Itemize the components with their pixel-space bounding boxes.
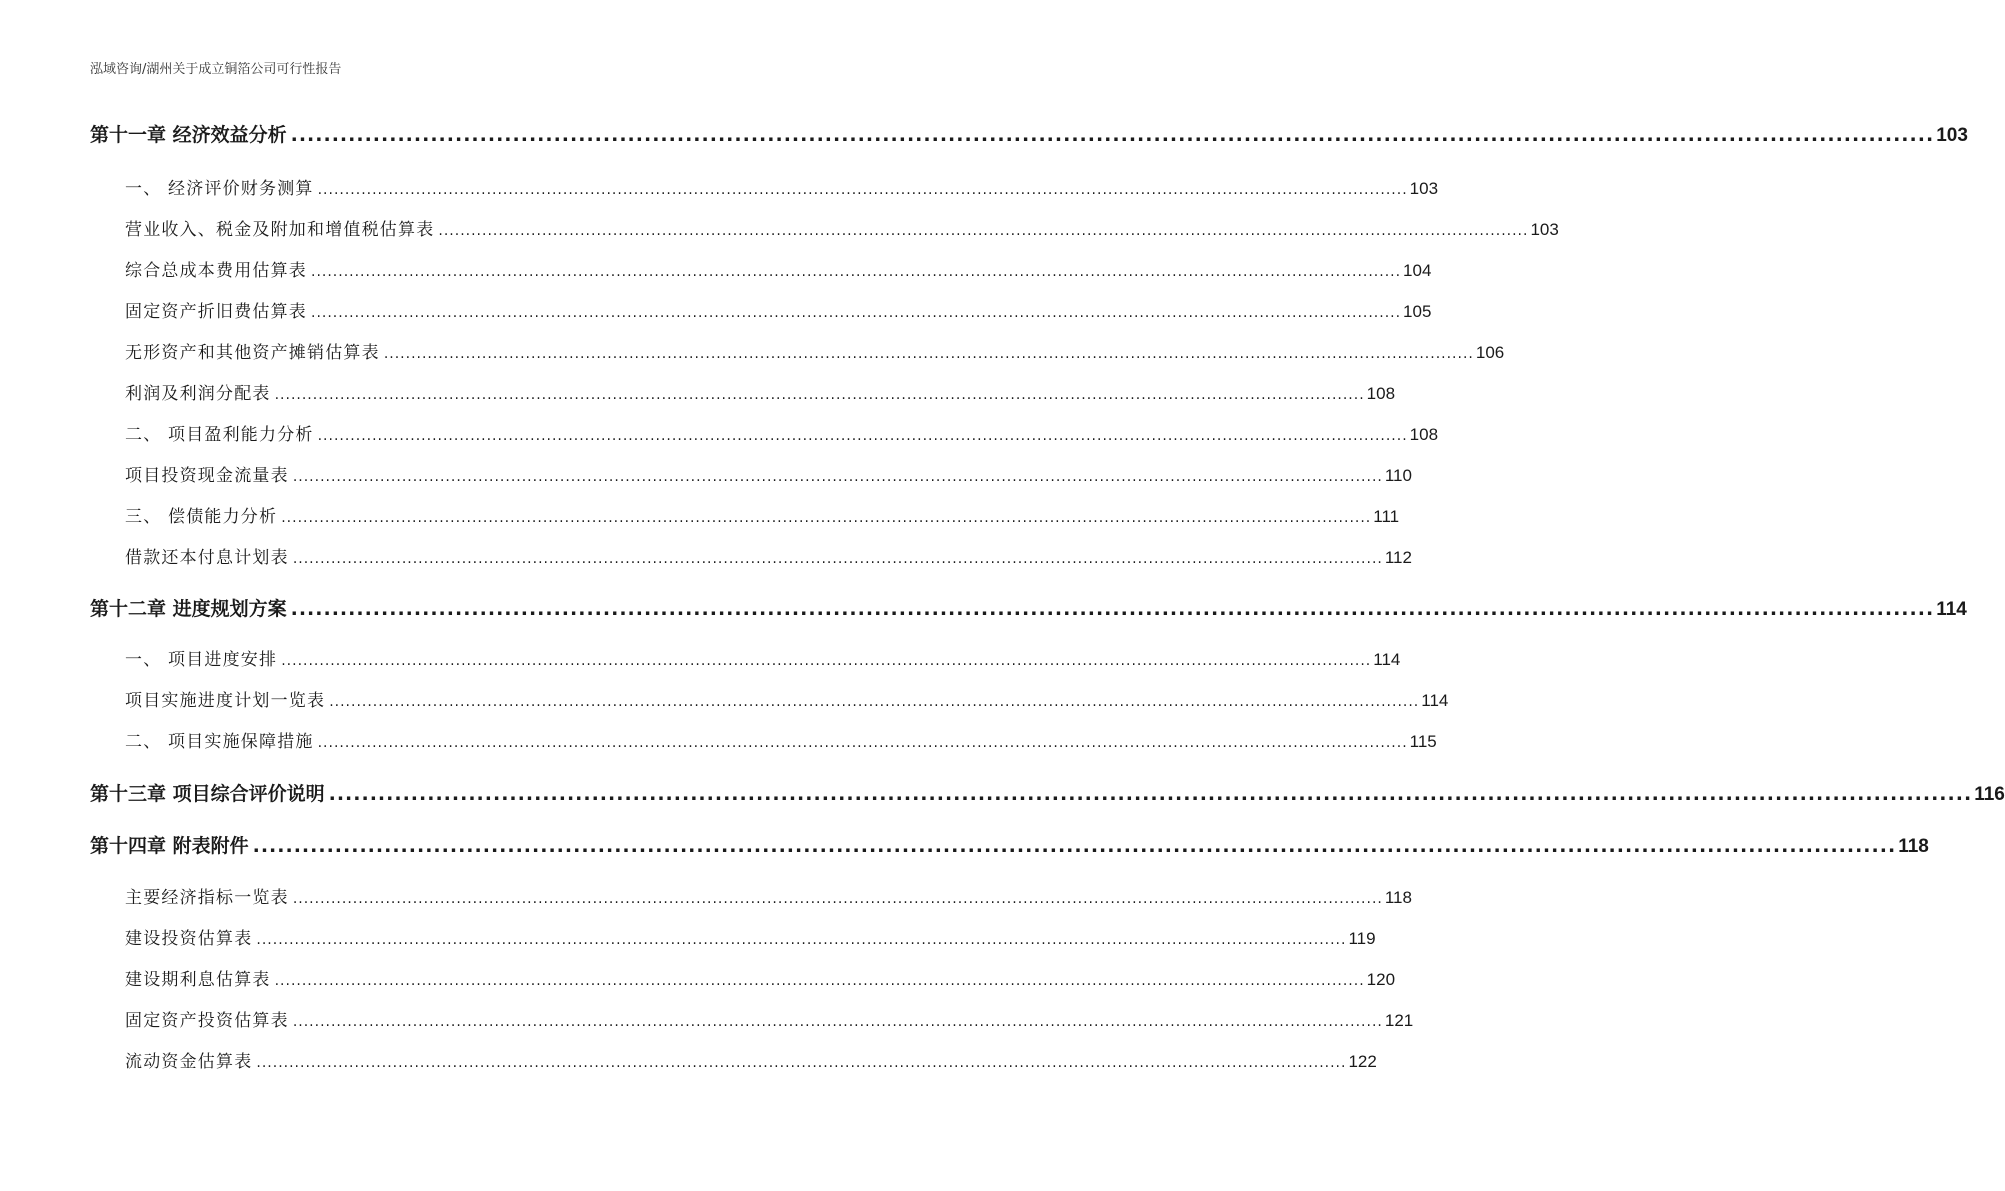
toc-page-number: 114: [1421, 691, 1449, 710]
toc-dot-leader: ........................................................................................................................................................................................................: [383, 346, 1474, 362]
toc-page-number: 103: [1936, 125, 1968, 146]
toc-dot-leader: ........................................................................................................................................................................................................: [290, 124, 1935, 146]
toc-page-number: 122: [1348, 1052, 1377, 1071]
toc-dot-leader: ........................................................................................................................................................................................................: [290, 598, 1935, 620]
toc-dot-leader: ........................................................................................................................................................................................................: [317, 735, 1408, 751]
toc-dot-leader: ........................................................................................................................................................................................................: [281, 653, 1372, 669]
toc-entry-label: 流动资金估算表: [125, 1052, 253, 1072]
toc-page-number: 105: [1403, 302, 1432, 321]
toc-dot-leader: ........................................................................................................................................................................................................: [292, 1014, 1383, 1030]
toc-page-number: 108: [1409, 425, 1439, 444]
toc-entry-label: 固定资产投资估算表: [125, 1011, 289, 1031]
toc-chapter-entry[interactable]: [90, 594, 1967, 620]
toc-section-entry[interactable]: [125, 965, 1396, 991]
toc-dot-leader: ........................................................................................................................................................................................................: [292, 891, 1383, 907]
toc-dot-leader: ........................................................................................................................................................................................................: [281, 510, 1372, 526]
toc-dot-leader: ........................................................................................................................................................................................................: [317, 182, 1408, 198]
toc-page-number: 106: [1475, 343, 1505, 362]
running-header: 泓域咨询/湖州关于成立铜箔公司可行性报告: [90, 62, 342, 77]
toc-entry-label: 第十一章 经济效益分析: [90, 124, 287, 146]
toc-section-entry[interactable]: [125, 502, 1400, 528]
toc-entry-label: 建设投资估算表: [125, 929, 253, 949]
toc-dot-leader: ........................................................................................................................................................................................................: [438, 223, 1529, 239]
toc-entry-label: 第十四章 附表附件: [90, 835, 249, 857]
toc-page-number: 111: [1373, 507, 1400, 526]
toc-entry-label: 无形资产和其他资产摊销估算表: [125, 343, 380, 363]
toc-page-number: 103: [1530, 220, 1559, 239]
toc-page-number: 118: [1384, 888, 1412, 907]
toc-entry-label: 三、 偿债能力分析: [125, 507, 278, 527]
toc-section-entry[interactable]: [125, 1006, 1414, 1032]
toc-chapter-entry[interactable]: [90, 120, 1968, 146]
toc-entry-label: 主要经济指标一览表: [125, 888, 289, 908]
toc-section-entry[interactable]: [125, 256, 1432, 282]
toc-entry-label: 综合总成本费用估算表: [125, 261, 307, 281]
toc-entry-label: 一、 项目进度安排: [125, 650, 278, 670]
toc-dot-leader: ........................................................................................................................................................................................................: [329, 694, 1420, 710]
toc-entry-label: 一、 经济评价财务测算: [125, 179, 314, 199]
toc-page-number: 119: [1348, 929, 1376, 948]
toc-page-number: 110: [1384, 466, 1412, 485]
toc-dot-leader: ........................................................................................................................................................................................................: [317, 428, 1408, 444]
toc-page-number: 108: [1366, 384, 1396, 403]
toc-section-entry[interactable]: [125, 686, 1449, 712]
toc-entry-label: 二、 项目盈利能力分析: [125, 425, 314, 445]
toc-dot-leader: ........................................................................................................................................................................................................: [256, 1055, 1347, 1071]
toc-section-entry[interactable]: [125, 883, 1412, 909]
toc-dot-leader: ........................................................................................................................................................................................................: [274, 387, 1365, 403]
toc-page-number: 103: [1409, 179, 1439, 198]
toc-section-entry[interactable]: [125, 461, 1412, 487]
toc-section-entry[interactable]: [125, 379, 1396, 405]
toc-chapter-entry[interactable]: [90, 831, 1929, 857]
toc-section-entry[interactable]: [125, 645, 1401, 671]
toc-entry-label: 项目实施进度计划一览表: [125, 691, 326, 711]
toc-entry-label: 二、 项目实施保障措施: [125, 732, 314, 752]
toc-dot-leader: ........................................................................................................................................................................................................: [311, 264, 1402, 280]
toc-entry-label: 第十三章 项目综合评价说明: [90, 783, 325, 805]
toc-dot-leader: ........................................................................................................................................................................................................: [311, 305, 1402, 321]
toc-entry-label: 项目投资现金流量表: [125, 466, 289, 486]
toc-entry-label: 第十二章 进度规划方案: [90, 598, 287, 620]
toc-page-number: 114: [1373, 650, 1401, 669]
toc-entry-label: 利润及利润分配表: [125, 384, 271, 404]
toc-page-number: 116: [1974, 784, 2005, 805]
toc-dot-leader: ........................................................................................................................................................................................................: [328, 783, 1973, 805]
toc-page-number: 121: [1384, 1011, 1414, 1030]
toc-section-entry[interactable]: [125, 1047, 1377, 1073]
toc-dot-leader: ........................................................................................................................................................................................................: [256, 932, 1347, 948]
toc-dot-leader: ........................................................................................................................................................................................................: [274, 973, 1365, 989]
toc-section-entry[interactable]: [125, 297, 1432, 323]
toc-entry-label: 固定资产折旧费估算表: [125, 302, 307, 322]
toc-chapter-entry[interactable]: [90, 779, 2005, 805]
toc-section-entry[interactable]: [125, 215, 1559, 241]
toc-section-entry[interactable]: [125, 420, 1439, 446]
toc-section-entry[interactable]: [125, 727, 1437, 753]
toc-dot-leader: ........................................................................................................................................................................................................: [292, 551, 1383, 567]
toc-page-number: 115: [1409, 732, 1437, 751]
toc-section-entry[interactable]: [125, 543, 1412, 569]
toc-entry-label: 借款还本付息计划表: [125, 548, 289, 568]
toc-section-entry[interactable]: [125, 174, 1439, 200]
toc-section-entry[interactable]: [125, 338, 1505, 364]
toc-entry-label: 营业收入、税金及附加和增值税估算表: [125, 220, 435, 240]
toc-page-number: 114: [1936, 599, 1967, 620]
toc-page-number: 112: [1384, 548, 1412, 567]
toc-dot-leader: ........................................................................................................................................................................................................: [252, 835, 1897, 857]
toc-dot-leader: ........................................................................................................................................................................................................: [292, 469, 1383, 485]
toc-page-number: 118: [1898, 836, 1929, 857]
toc-section-entry[interactable]: [125, 924, 1376, 950]
toc-page-number: 104: [1403, 261, 1432, 280]
toc-page-number: 120: [1366, 970, 1396, 989]
toc-entry-label: 建设期利息估算表: [125, 970, 271, 990]
